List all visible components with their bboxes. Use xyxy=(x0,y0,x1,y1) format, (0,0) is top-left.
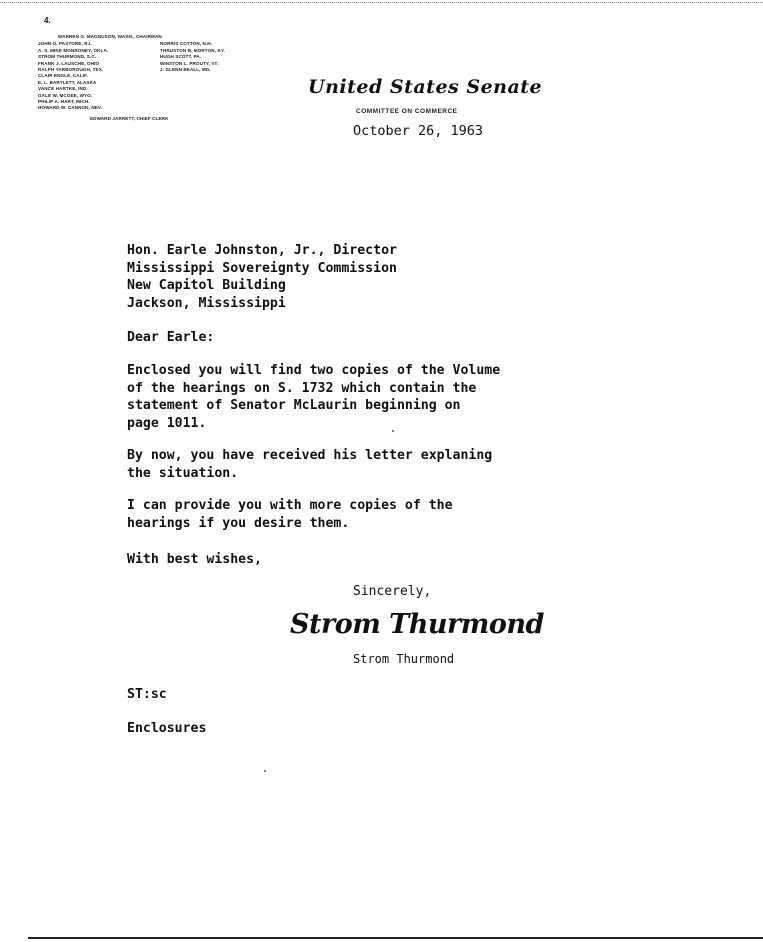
committee-members-list xyxy=(38,34,278,122)
member-name: PHILIP A. HART, MICH. xyxy=(38,99,90,105)
chief-clerk-line: EDWARD JARRETT, CHIEF CLERK xyxy=(90,115,169,121)
member-name: THRUSTON B. MORTON, KY. xyxy=(160,47,225,53)
members-left-column xyxy=(38,41,160,111)
member-name: CLAIR ENGLE, CALIF. xyxy=(38,73,88,79)
member-name: HOWARD W. CANNON, NEV. xyxy=(38,105,103,111)
member-name: WINSTON L. PROUTY, VT. xyxy=(160,60,219,66)
member-name: VANCE HARTKE, IND. xyxy=(38,86,88,92)
member-name: HUGH SCOTT, PA. xyxy=(160,54,202,60)
closing-wishes: With best wishes, xyxy=(127,552,262,567)
member-name: E. L. BARTLETT, ALASKA xyxy=(38,79,97,85)
recipient-address: Hon. Earle Johnston, Jr., Director Mississippi Sovereignty Commission New Capitol Building Jackson, Mississippi xyxy=(127,243,397,311)
chairman-line: WARREN G. MAGNUSON, WASH., CHAIRMAN xyxy=(58,34,162,39)
member-name: RALPH YARBOROUGH, TEX. xyxy=(38,67,104,73)
member-name: STROM THURMOND, S.C. xyxy=(38,54,97,60)
members-columns xyxy=(38,41,278,111)
member-name: NORRIS COTTON, N.H. xyxy=(160,41,213,47)
letter-date: October 26, 1963 xyxy=(353,123,484,139)
committee-name: COMMITTEE ON COMMERCE xyxy=(356,108,458,115)
salutation: Dear Earle: xyxy=(127,330,215,345)
member-name: FRANK J. LAUSCHE, OHIO xyxy=(38,60,100,66)
complimentary-close: Sincerely, xyxy=(353,584,432,599)
scan-speck xyxy=(392,430,394,432)
signer-name: Strom Thurmond xyxy=(353,652,455,666)
member-name: J. GLENN BEALL, MD. xyxy=(160,67,211,73)
body-paragraph-1: Enclosed you will find two copies of the Volume of the hearings on S. 1732 which contain the statement of Senator McLaurin beginning on page 1011. xyxy=(127,363,501,431)
handwritten-signature: Strom Thurmond xyxy=(290,609,544,640)
member-name: A. S. MIKE MONRONEY, OKLA. xyxy=(38,47,109,53)
corner-mark: 4. xyxy=(44,16,51,25)
body-paragraph-3: I can provide you with more copies of the hearings if you desire them. xyxy=(127,498,453,531)
members-right-column xyxy=(160,41,278,111)
enclosures-note: Enclosures xyxy=(127,721,207,736)
bottom-edge-rule xyxy=(28,937,763,939)
scan-speck xyxy=(264,770,266,772)
body-paragraph-2: By now, you have received his letter explaning the situation. xyxy=(127,448,493,481)
member-name: JOHN O. PASTORE, R.I. xyxy=(38,41,92,47)
top-edge-rule xyxy=(0,2,763,3)
member-name: GALE W. MCGEE, WYO. xyxy=(38,92,93,98)
typist-initials: ST:sc xyxy=(127,687,167,702)
letterhead-title: United States Senate xyxy=(308,76,543,98)
